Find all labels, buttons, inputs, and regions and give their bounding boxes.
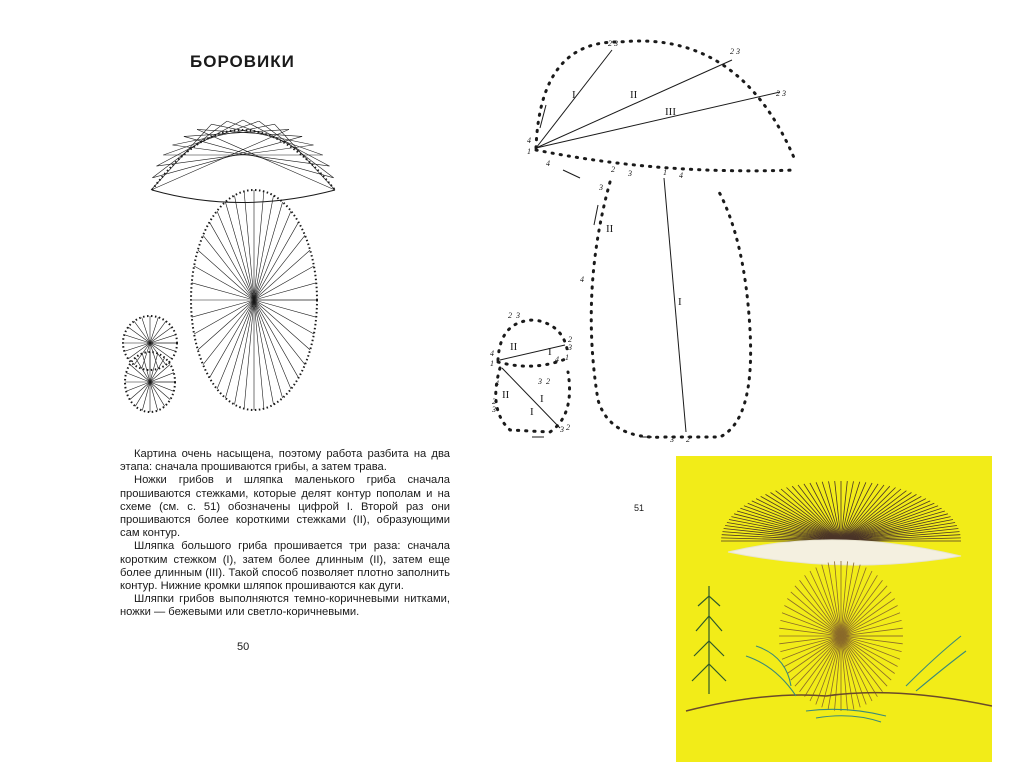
svg-text:3: 3: [516, 311, 520, 320]
instructions-text: [120, 448, 450, 620]
left-page: [0, 0, 480, 767]
scheme-label: II: [606, 223, 614, 235]
scheme-label: I: [678, 296, 682, 308]
embroidery-illustration: [676, 456, 992, 762]
embroidery-photo: [676, 456, 992, 762]
svg-text:2 3: 2 3: [776, 89, 786, 98]
svg-text:2: 2: [508, 311, 512, 320]
svg-text:4: 4: [490, 349, 494, 358]
page-number-right: 51: [634, 503, 645, 513]
svg-text:3: 3: [560, 425, 564, 434]
page-number-left: 50: [237, 641, 250, 653]
paragraph: Ножки грибов и шляпка маленького гриба сначала прошиваются стежками, которые делят контур пополам и на схеме (см. с. 51) обозначены цифрой I. Второй раз они прошиваются более короткими стежками (II), образующими сам контур.: [120, 474, 450, 540]
svg-text:3: 3: [599, 183, 603, 192]
svg-text:3: 3: [538, 377, 542, 386]
svg-text:2: 2: [686, 435, 690, 444]
svg-text:4: 4: [546, 159, 550, 168]
svg-text:1: 1: [663, 168, 667, 177]
svg-text:2 3: 2 3: [730, 47, 740, 56]
scheme-label: I: [540, 393, 544, 405]
svg-text:4: 4: [527, 136, 531, 145]
svg-text:1: 1: [565, 353, 569, 362]
svg-text:4: 4: [580, 275, 584, 284]
svg-text:2: 2: [492, 397, 496, 406]
svg-text:3: 3: [568, 343, 572, 352]
page-title: БОРОВИКИ: [190, 52, 295, 71]
svg-text:4: 4: [495, 379, 499, 388]
scheme-label: II: [510, 341, 518, 353]
svg-text:1: 1: [527, 147, 531, 156]
mushroom-line-illustration: [0, 0, 480, 440]
svg-text:2: 2: [611, 165, 615, 174]
svg-text:2: 2: [546, 377, 550, 386]
stitch-scheme-diagram: [480, 0, 1024, 456]
scheme-label: II: [630, 89, 638, 101]
scheme-label: III: [665, 106, 676, 118]
svg-text:2: 2: [568, 335, 572, 344]
scheme-label: I: [572, 89, 576, 101]
svg-text:3: 3: [628, 169, 632, 178]
svg-text:2: 2: [566, 423, 570, 432]
svg-text:3: 3: [492, 405, 496, 414]
scheme-label: II: [502, 389, 510, 401]
svg-text:1: 1: [490, 359, 494, 368]
scheme-label: I: [548, 346, 552, 358]
svg-text:4: 4: [679, 171, 683, 180]
svg-text:4: 4: [555, 355, 559, 364]
svg-text:2 3: 2 3: [608, 39, 618, 48]
svg-text:3: 3: [670, 435, 674, 444]
scheme-label: I: [530, 406, 534, 418]
paragraph: Картина очень насыщена, поэтому работа разбита на два этапа: сначала прошиваются грибы, а затем трава.: [120, 448, 450, 474]
paragraph: Шляпки грибов выполняются темно-коричневыми нитками, ножки — бежевыми или светло-коричневыми.: [120, 593, 450, 619]
paragraph: Шляпка большого гриба прошивается три раза: сначала коротким стежком (I), затем более длинным (II), затем еще более длинным (III). Такой способ позволяет плотно заполнить контур. Нижние кромки шляпок прошиваются как дуги.: [120, 540, 450, 593]
